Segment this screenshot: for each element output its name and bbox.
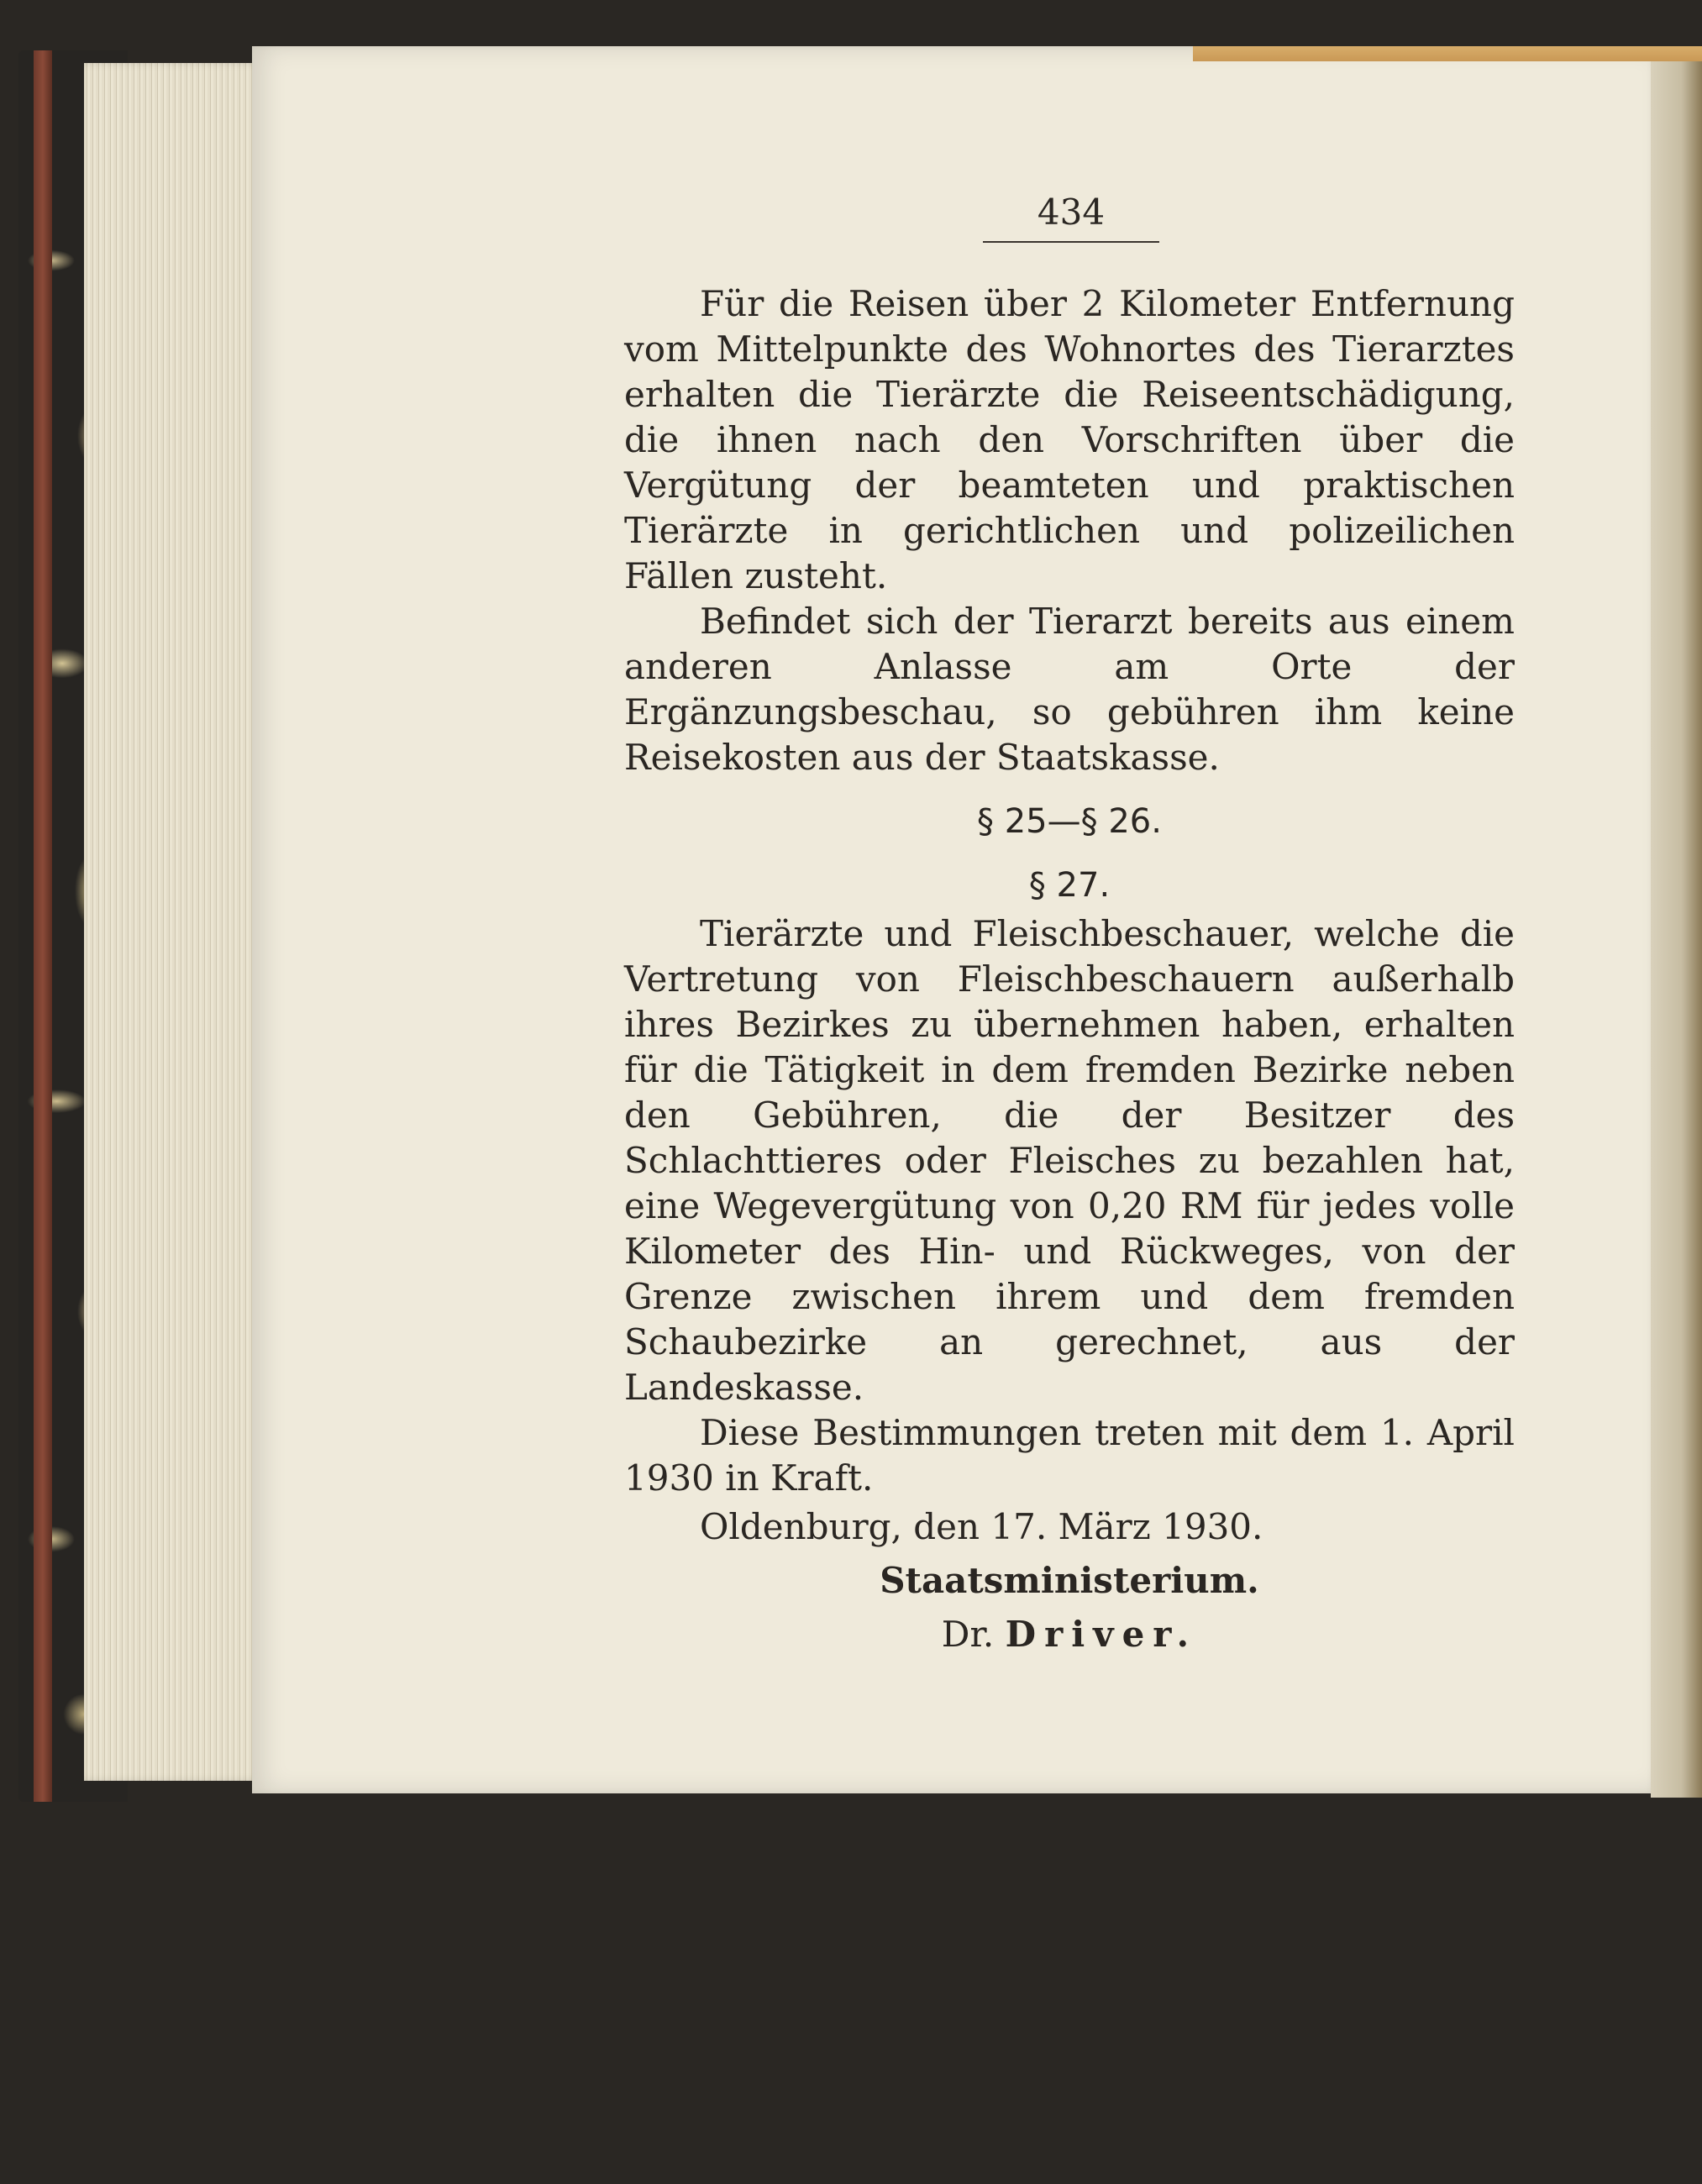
- spine-edge: [34, 50, 52, 1802]
- page-right-edge: [1651, 59, 1702, 1798]
- place-date: Oldenburg, den 17. März 1930.: [700, 1506, 1263, 1547]
- signature: [624, 1612, 1515, 1657]
- paragraph-section-27: Tierärzte und Fleischbeschauer, welche die Vertretung von Fleischbeschauern außerhalb ihres Bezirkes zu übernehmen haben, erhalten für die Tätigkeit in dem fremden Bezirke neben den Gebühren, die der Besitzer des Schlachttieres oder Fleisches zu bezahlen hat, eine Wegevergütung von 0,20 RM für jedes volle Kilometer des Hin- und Rückweges, von der Grenze zwischen ihrem und dem fremden Schaubezirke an gerechnet, aus der Landeskasse.: [624, 913, 1515, 1408]
- ministry-heading: Staatsministerium.: [880, 1560, 1259, 1601]
- signature-name: Driver.: [1005, 1614, 1198, 1655]
- paragraph-costs: Befindet sich der Tierarzt bereits aus einem anderen Anlasse am Orte der Ergänzungsbeschau, so gebühren ihm keine Reisekosten aus der Staatskasse.: [624, 601, 1515, 778]
- top-band: [1193, 46, 1702, 61]
- page-number: 434: [983, 192, 1159, 243]
- section-heading-25-26: § 25—§ 26.: [977, 802, 1162, 841]
- paragraph-travel: Für die Reisen über 2 Kilometer Entfernung vom Mittelpunkte des Wohnortes des Tierarztes erhalten die Tierärzte die Reiseentschädigung, die ihnen nach den Vorschriften über die Vergütung der beamteten und praktischen Tierärzte in gerichtlichen und polizeilichen Fällen zusteht.: [624, 283, 1515, 596]
- section-heading-27: § 27.: [1028, 866, 1111, 905]
- paragraph-effective: Diese Bestimmungen treten mit dem 1. April 1930 in Kraft.: [624, 1412, 1515, 1499]
- signature-title: Dr.: [941, 1614, 995, 1655]
- document-text: [624, 281, 1515, 1657]
